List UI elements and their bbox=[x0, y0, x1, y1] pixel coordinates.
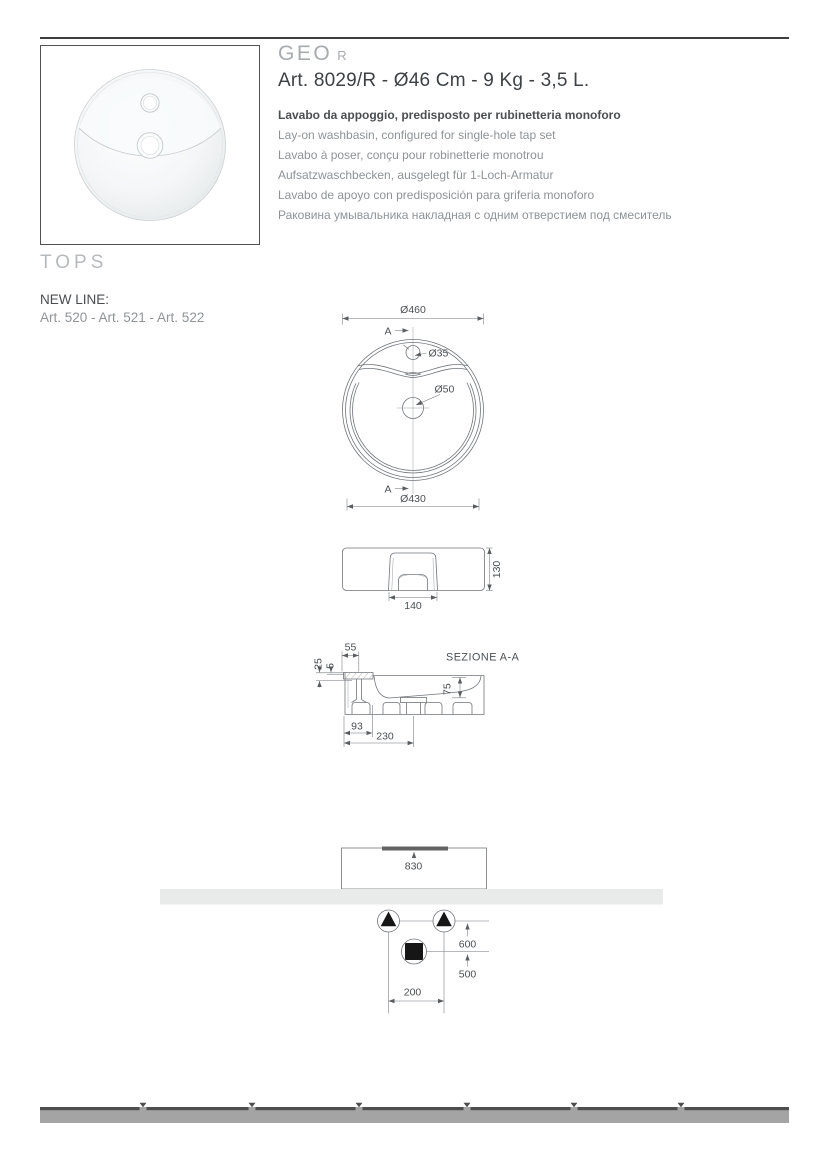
category-label: TOPS bbox=[40, 252, 108, 273]
drawing-front-view bbox=[343, 548, 504, 612]
dim-supply-spacing: 200 bbox=[403, 986, 422, 999]
section-marker-top: A bbox=[384, 325, 392, 338]
drawing-top-view bbox=[343, 304, 484, 511]
dim-drain-hole: Ø50 bbox=[434, 383, 455, 396]
description-es: Lavabo de apoyo con predisposición para griferia monoforo bbox=[278, 188, 595, 202]
footer-notch-icon bbox=[140, 1103, 147, 1108]
dim-ledge-width: 93 bbox=[351, 720, 363, 733]
drain-flange bbox=[401, 698, 427, 703]
new-line-heading: NEW LINE: bbox=[40, 292, 110, 307]
dim-drain-height: 500 bbox=[458, 968, 477, 981]
new-line-articles: Art. 520 - Art. 521 - Art. 522 bbox=[40, 310, 205, 325]
description-en: Lay-on washbasin, configured for single-hole tap set bbox=[278, 128, 556, 142]
footer-notch-icon bbox=[356, 1103, 363, 1108]
supply-triangle-icon bbox=[381, 912, 397, 927]
description-it: Lavabo da appoggio, predisposto per rubinetteria monoforo bbox=[278, 108, 621, 122]
dim-bowl-depth: 75 bbox=[441, 683, 454, 695]
dim-base-width: 140 bbox=[404, 600, 422, 612]
footer-notch-icon bbox=[678, 1103, 685, 1108]
drawing-installation bbox=[160, 847, 663, 1014]
bowl-profile bbox=[374, 676, 481, 698]
dim-rim-thickness: 25 bbox=[312, 658, 325, 670]
waste-square-icon bbox=[405, 943, 423, 960]
section-marker-bottom: A bbox=[384, 483, 392, 496]
drawing-section-view bbox=[313, 642, 520, 748]
page-title-mark: R bbox=[337, 48, 348, 63]
description-fr: Lavabo à poser, conçu pour robinetterie monotrou bbox=[278, 148, 544, 162]
dim-tap-offset: 55 bbox=[344, 641, 357, 654]
description-ru: Раковина умывальника накладная с одним отверстием под смеситель bbox=[278, 208, 672, 222]
dim-drain-offset: 230 bbox=[376, 730, 394, 743]
supply-triangle-icon bbox=[436, 912, 452, 927]
footer-notch-icon bbox=[571, 1103, 578, 1108]
section-title: SEZIONE A-A bbox=[446, 651, 520, 664]
basin-edge-mark bbox=[382, 847, 448, 851]
pedestal-outline bbox=[389, 553, 438, 590]
dim-supply-height: 600 bbox=[458, 938, 477, 951]
dim-counter-height: 830 bbox=[404, 860, 423, 873]
page-title: GEO bbox=[278, 42, 333, 65]
counter-band bbox=[160, 889, 663, 905]
description-de: Aufsatzwaschbecken, ausgelegt für 1-Loch-Armatur bbox=[278, 168, 554, 182]
dim-lip-thickness: 5 bbox=[324, 663, 337, 669]
dim-body-height: 130 bbox=[491, 560, 503, 579]
article-line: Art. 8029/R - Ø46 Cm - 9 Kg - 3,5 L. bbox=[278, 70, 590, 91]
basin-body-outline bbox=[343, 548, 485, 591]
footer-notch-icon bbox=[464, 1103, 471, 1108]
page-footer-bar bbox=[40, 1103, 789, 1123]
dim-rim-diameter: Ø430 bbox=[400, 493, 426, 505]
footer-notch-icon bbox=[249, 1103, 256, 1108]
dim-outer-diameter: Ø460 bbox=[400, 304, 426, 316]
dim-tap-hole: Ø35 bbox=[428, 347, 449, 360]
